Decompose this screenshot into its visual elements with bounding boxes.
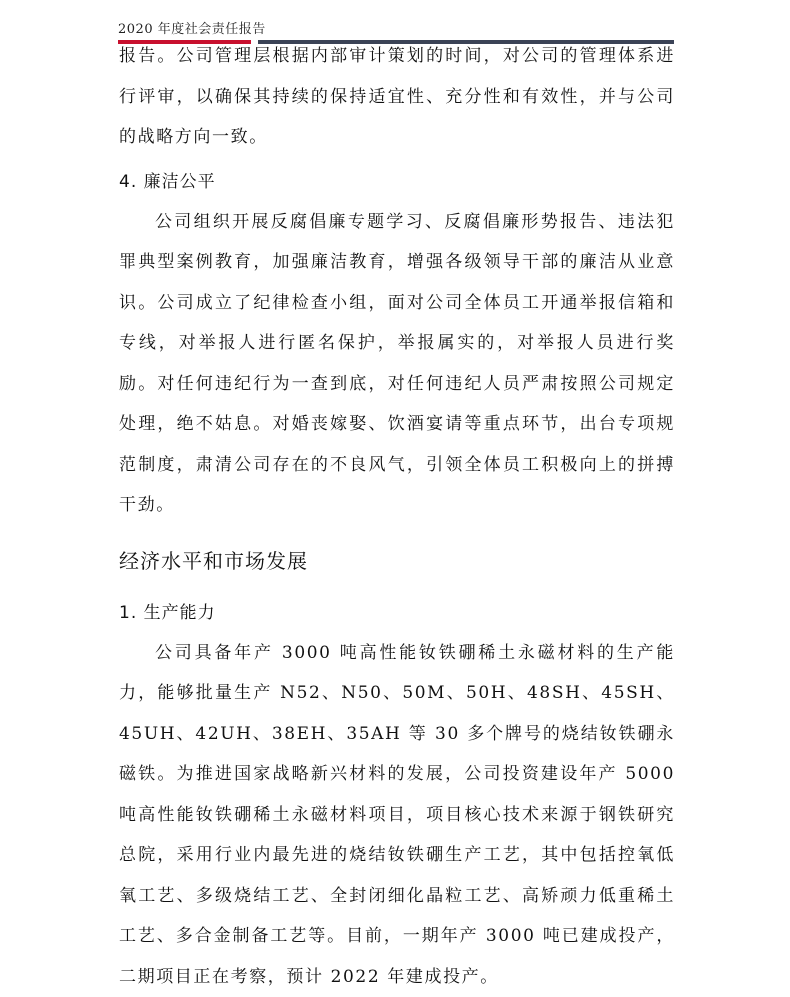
subsection-heading-capacity: 1. 生产能力 <box>119 593 675 633</box>
paragraph-capacity: 公司具备年产 3000 吨高性能钕铁硼稀土永磁材料的生产能力，能够批量生产 N52、N50、50M、50H、48SH、45SH、45UH、42UH、38EH、35AH 等 30 多个牌号的烧结钕铁硼永磁铁。为推进国家战略新兴材料的发展，公司投资建设年产 5000 吨高性能钕铁硼稀土永磁材料项目，项目核心技术来源于钢铁研究总院，采用行业内最先进的烧结钕铁硼生产工艺，其中包括控氧低氧工艺、多级烧结工艺、全封闭细化晶粒工艺、高矫顽力低重稀土工艺、多合金制备工艺等。目前，一期年产 3000 吨已建成投产，二期项目正在考察，预计 2022 年建成投产。 <box>119 633 675 997</box>
report-title: 2020 年度社会责任报告 <box>118 18 266 37</box>
section-heading-economy: 经济水平和市场发展 <box>119 547 675 575</box>
paragraph-management-review: 报告。公司管理层根据内部审计策划的时间，对公司的管理体系进行评审，以确保其持续的保持适宜性、充分性和有效性，并与公司的战略方向一致。 <box>119 36 675 158</box>
paragraph-integrity: 公司组织开展反腐倡廉专题学习、反腐倡廉形势报告、违法犯罪典型案例教育，加强廉洁教育，增强各级领导干部的廉洁从业意识。公司成立了纪律检查小组，面对公司全体员工开通举报信箱和专线，对举报人进行匿名保护，举报属实的，对举报人员进行奖励。对任何违纪行为一查到底，对任何违纪人员严肃按照公司规定处理，绝不姑息。对婚丧嫁娶、饮酒宴请等重点环节，出台专项规范制度，肃清公司存在的不良风气，引领全体员工积极向上的拼搏干劲。 <box>119 202 675 526</box>
subsection-heading-integrity: 4. 廉洁公平 <box>119 162 675 202</box>
document-body <box>119 36 675 997</box>
